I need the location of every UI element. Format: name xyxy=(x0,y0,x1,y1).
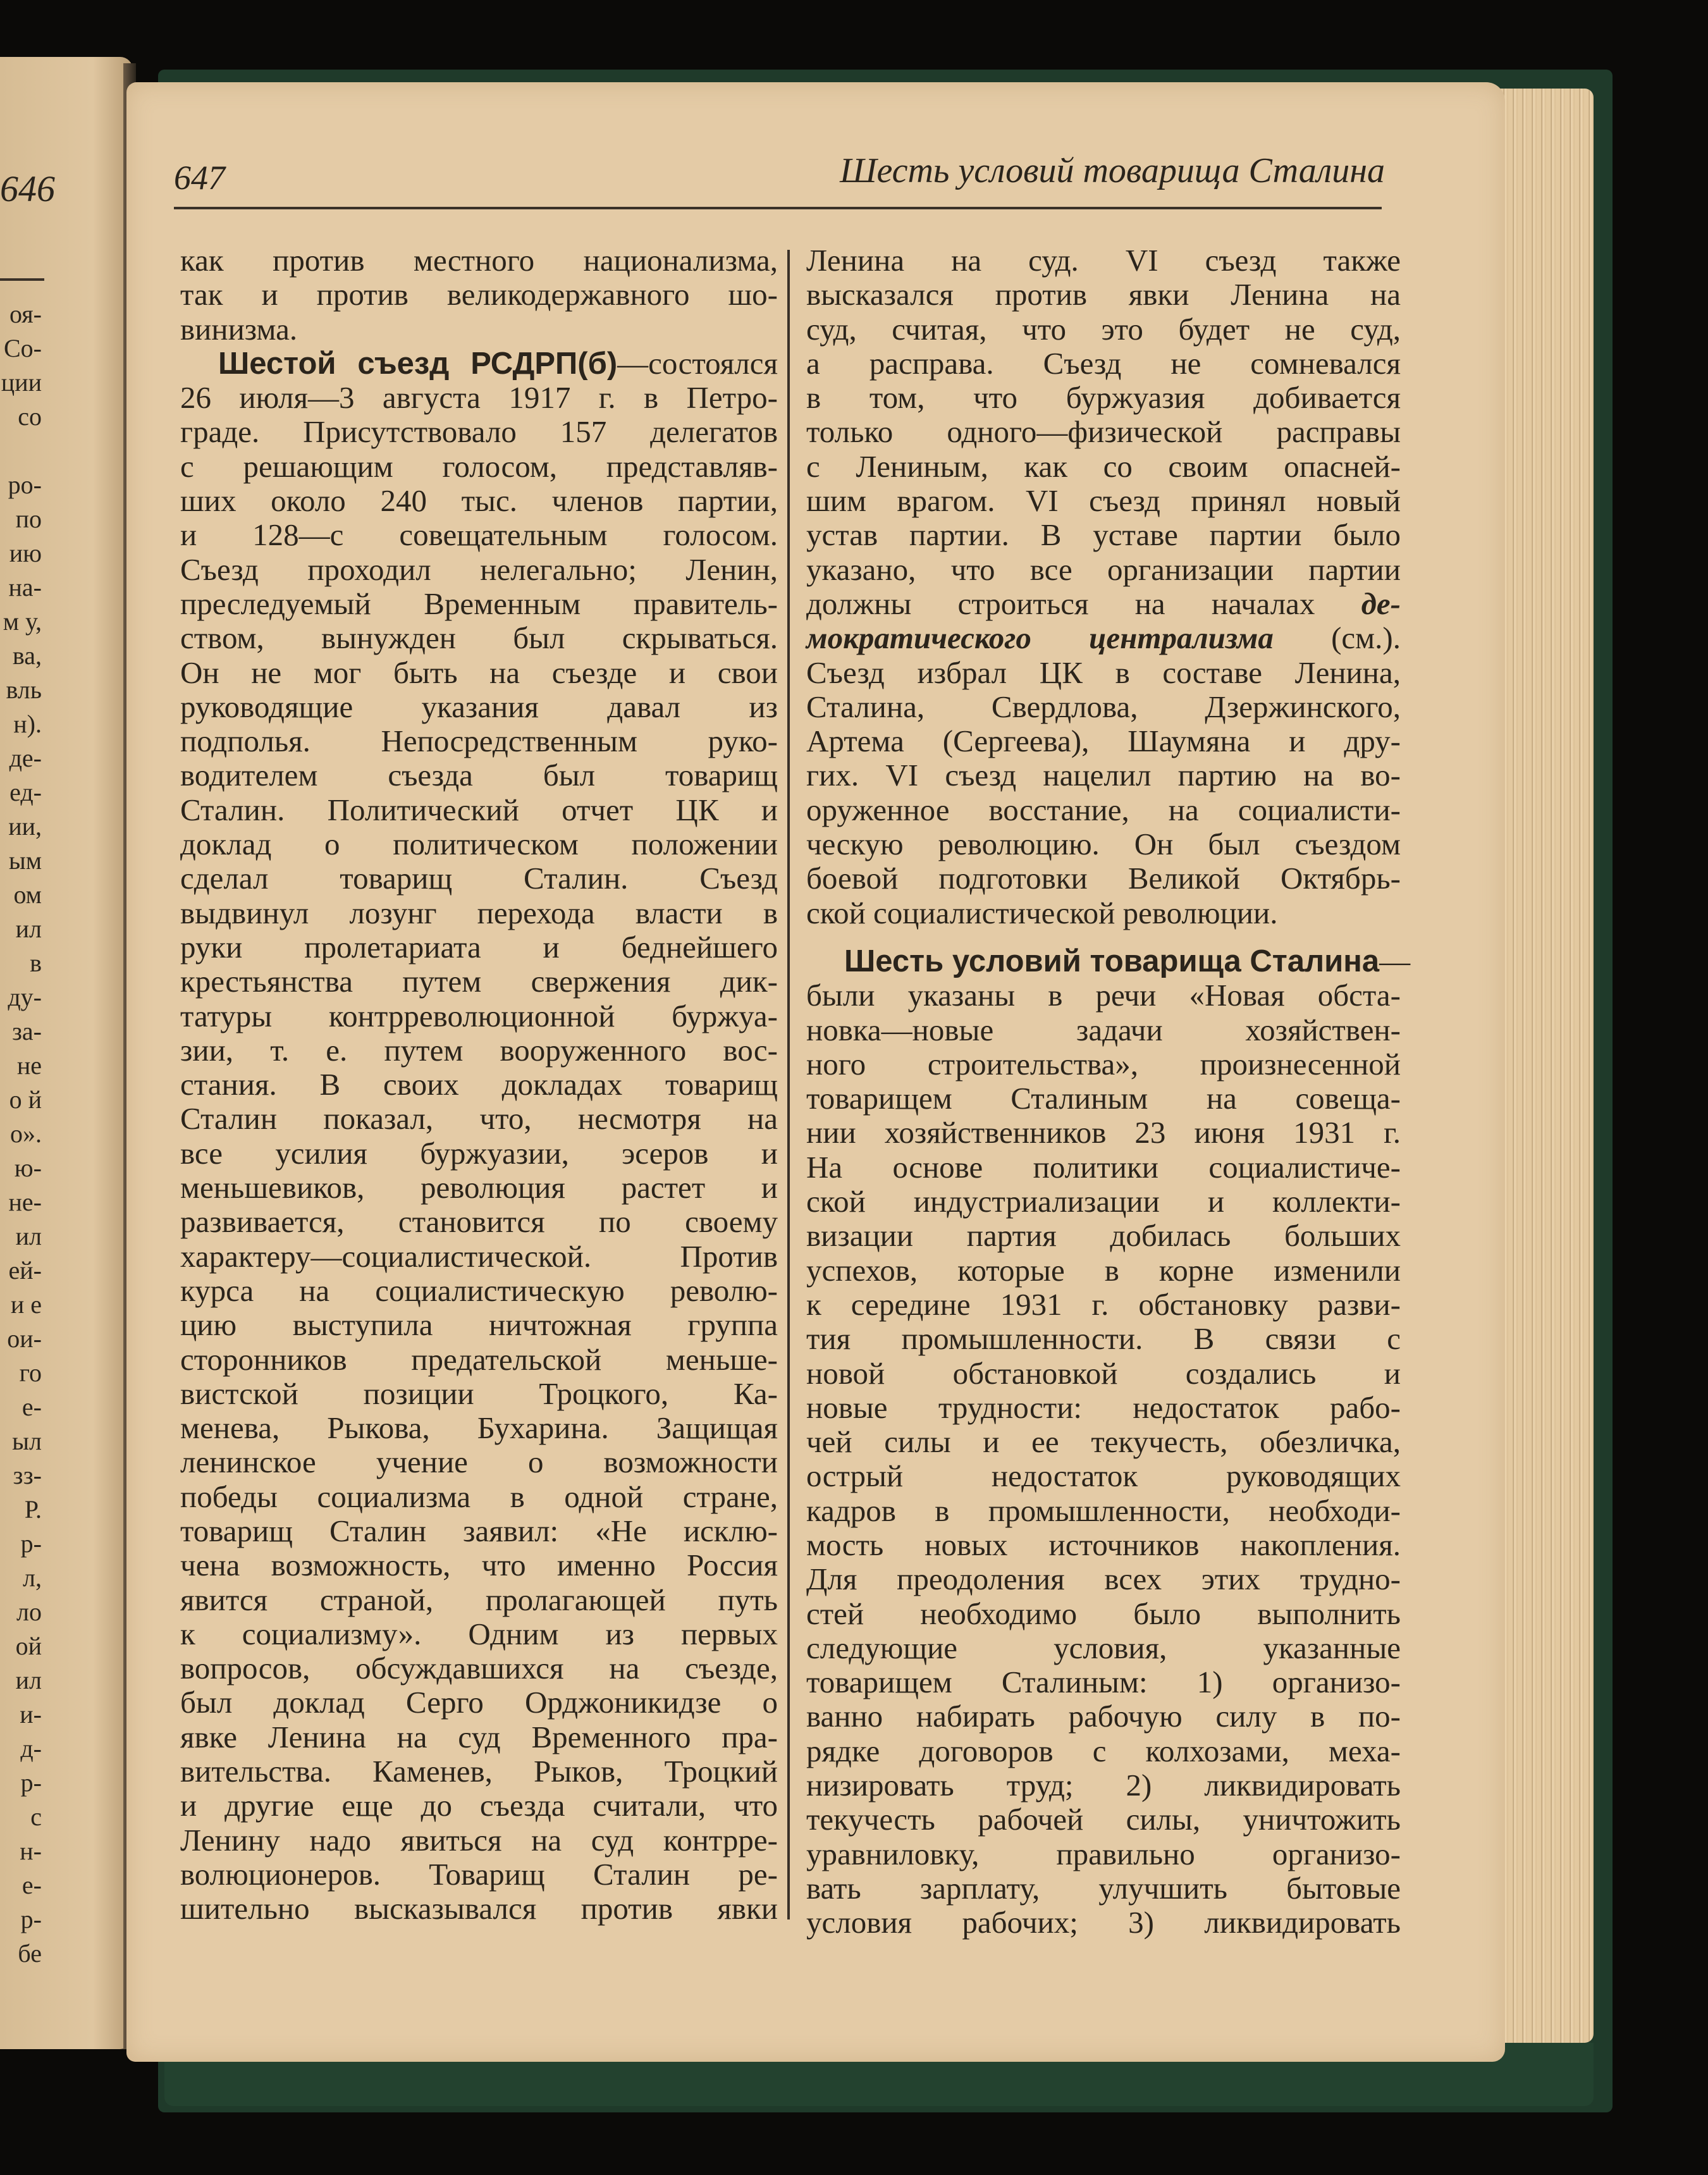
text-line xyxy=(806,1837,1401,1871)
text-line xyxy=(806,484,1401,518)
text-line xyxy=(180,1274,778,1308)
text-line xyxy=(180,1445,778,1479)
line-text: к социализму». Одним из первых xyxy=(180,1616,778,1651)
line-text: ванно набирать рабочую силу в по- xyxy=(806,1699,1401,1734)
text-line xyxy=(180,1480,778,1514)
text-line xyxy=(180,243,778,278)
emphasis-term: мократического централизма xyxy=(806,620,1274,656)
previous-page-fragment: го xyxy=(19,1359,42,1387)
text-line xyxy=(180,1617,778,1651)
line-text: с Лениным, как со своим опасней- xyxy=(806,448,1401,484)
text-line xyxy=(180,964,778,999)
line-text: Сталина, Свердлова, Дзержинского, xyxy=(806,689,1401,724)
line-text: был доклад Серго Орджоникидзе о xyxy=(180,1685,778,1720)
text-line xyxy=(806,1254,1401,1288)
line-text: развивается, становится по своему xyxy=(180,1204,778,1240)
line-text: преследуемый Временным правитель- xyxy=(180,586,778,621)
previous-page-fragment: л, xyxy=(23,1563,42,1592)
previous-page-fragment: ию xyxy=(9,539,42,567)
previous-page-fragment: оя- xyxy=(9,300,42,328)
previous-page-fragment: не xyxy=(16,1051,42,1080)
previous-page-fragment: Р. xyxy=(24,1495,42,1524)
text-line xyxy=(806,978,1401,1013)
previous-page-fragment: Со- xyxy=(4,334,42,362)
line-text: устав партии. В уставе партии было xyxy=(806,517,1401,553)
line-text: руки пролетариата и беднейшего xyxy=(180,929,778,964)
line-text: следующие условия, указанные xyxy=(806,1630,1401,1665)
line-text: новой обстановкой создались и xyxy=(806,1355,1401,1391)
line-text: успехов, которые в корне изменили xyxy=(806,1252,1401,1288)
text-line xyxy=(180,1033,778,1068)
text-line xyxy=(806,1322,1401,1356)
text-line xyxy=(806,1665,1401,1699)
line-text: кадров в промышленности, необходи- xyxy=(806,1493,1401,1528)
line-text: характеру—социалистической. Против xyxy=(180,1238,778,1274)
line-text: руководящие указания давал из xyxy=(180,689,778,724)
text-column-right xyxy=(806,243,1411,1940)
page-number: 647 xyxy=(174,159,225,197)
line-text: волюционеров. Товарищ Сталин ре- xyxy=(180,1856,778,1892)
line-text: подполья. Непосредственным руко- xyxy=(180,724,778,759)
line-text: ного строительства», произнесенной xyxy=(806,1046,1401,1081)
previous-page-fragment: ил xyxy=(15,1222,42,1250)
line-text: условия рабочих; 3) ликвидировать xyxy=(806,1905,1401,1940)
text-line xyxy=(180,861,778,896)
previous-page-fragment: ду- xyxy=(8,983,42,1011)
line-text: явке Ленина на суд Временного пра- xyxy=(180,1719,778,1754)
previous-page-fragment: вль xyxy=(6,675,42,704)
text-line xyxy=(180,793,778,827)
line-text: 26 июля—3 августа 1917 г. в Петро- xyxy=(180,380,778,416)
line-text: текучесть рабочей силы, уничтожить xyxy=(806,1802,1401,1837)
line-text: Ленина на суд. VI съезд также xyxy=(806,243,1401,278)
line-text: низировать труд; 2) ликвидировать xyxy=(806,1768,1401,1803)
text-line xyxy=(806,553,1401,587)
text-line xyxy=(806,1459,1401,1493)
text-line xyxy=(180,1685,778,1720)
line-text: доклад о политическом положении xyxy=(180,827,778,862)
text-line xyxy=(806,621,1401,655)
text-line xyxy=(806,1391,1401,1425)
text-line xyxy=(180,758,778,792)
text-line xyxy=(806,1185,1401,1219)
text-line xyxy=(806,861,1401,896)
text-line xyxy=(180,690,778,724)
entry-term: Шесть условий товарища Сталина xyxy=(844,944,1380,978)
previous-page-text-fragments xyxy=(0,297,42,1971)
text-line xyxy=(806,1871,1401,1906)
text-line xyxy=(180,621,778,655)
line-text: уравниловку, правильно организо- xyxy=(806,1836,1401,1871)
text-line xyxy=(180,1514,778,1548)
line-text: и 128—с совещательным голосом. xyxy=(180,517,778,553)
previous-page-fragment: р- xyxy=(20,1768,42,1797)
line-text: так и против великодержавного шо- xyxy=(180,277,778,312)
previous-page-fragment: ым xyxy=(8,846,42,875)
line-text: визации партия добилась больших xyxy=(806,1218,1401,1254)
line-text: Сталин показал, что, несмотря на xyxy=(180,1101,778,1137)
previous-page-fragment: зз- xyxy=(13,1461,42,1489)
line-text: явится страной, пролагающей путь xyxy=(180,1582,778,1617)
text-line xyxy=(180,518,778,552)
line-text: а расправа. Съезд не сомневался xyxy=(806,345,1401,381)
line-text: суд, считая, что это будет не суд, xyxy=(806,311,1401,347)
line-text: Для преодоления всех этих трудно- xyxy=(806,1562,1401,1597)
text-line xyxy=(180,1240,778,1274)
text-line xyxy=(180,312,778,347)
line-text: стей необходимо было выполнить xyxy=(806,1596,1401,1631)
text-line xyxy=(180,484,778,518)
text-line xyxy=(806,518,1401,552)
text-line xyxy=(180,1308,778,1342)
previous-page-fragment: и- xyxy=(20,1700,42,1728)
line-text: указано, что все организации партии xyxy=(806,551,1401,587)
text-line xyxy=(180,1720,778,1754)
line-text: ческую революцию. Он был съездом xyxy=(806,827,1401,862)
text-line xyxy=(180,1548,778,1582)
text-line xyxy=(180,1892,778,1926)
emphasis-term: де- xyxy=(1361,586,1401,621)
text-line xyxy=(180,656,778,690)
previous-page-fragment: о й xyxy=(9,1085,42,1114)
line-text: победы социализма в одной стране, xyxy=(180,1479,778,1514)
line-text: вительства. Каменев, Рыков, Троцкий xyxy=(180,1754,778,1789)
previous-page-fragment: ло xyxy=(16,1598,42,1626)
line-text: сторонников предательской меньше- xyxy=(180,1341,778,1377)
previous-page-fragment: н). xyxy=(13,710,42,738)
line-text: водителем съезда был товарищ xyxy=(180,758,778,793)
text-line xyxy=(180,1343,778,1377)
text-line xyxy=(806,587,1401,621)
previous-page-fragment: м у, xyxy=(3,607,42,636)
text-line xyxy=(806,278,1401,312)
text-line xyxy=(806,1081,1401,1116)
line-text: Артема (Сергеева), Шаумяна и дру- xyxy=(806,724,1401,759)
previous-page-fragment: ва, xyxy=(12,641,42,670)
previous-page-fragment: ед- xyxy=(9,778,42,806)
line-text: татуры контрреволюционной буржуа- xyxy=(180,998,778,1033)
line-text: зии, т. е. путем вооруженного вос- xyxy=(180,1032,778,1068)
line-text: граде. Присутствовало 157 делегатов xyxy=(180,414,778,450)
text-line xyxy=(806,690,1401,724)
previous-page-fragment: ю- xyxy=(14,1154,42,1182)
previous-page-fragment: на- xyxy=(8,573,42,601)
text-line xyxy=(806,943,1411,978)
previous-page-fragment: ции xyxy=(1,368,42,397)
text-line xyxy=(180,587,778,621)
running-head: Шесть условий товарища Сталина xyxy=(840,151,1385,190)
line-text: вать зарплату, улучшить бытовые xyxy=(806,1870,1401,1906)
previous-page-fragment: о». xyxy=(10,1119,42,1148)
previous-page-fragment: е- xyxy=(22,1871,42,1899)
text-line xyxy=(180,827,778,861)
text-line xyxy=(806,1699,1401,1734)
text-line xyxy=(806,1906,1401,1940)
text-line xyxy=(806,1768,1401,1802)
text-line xyxy=(806,381,1401,415)
text-line xyxy=(806,827,1401,861)
line-text: чена возможность, что именно Россия xyxy=(180,1548,778,1583)
text-line xyxy=(806,1219,1401,1253)
text-line xyxy=(180,1858,778,1892)
text-line xyxy=(180,930,778,964)
line-text: —состоялся xyxy=(617,345,778,381)
previous-page-fragment: ыл xyxy=(12,1427,42,1455)
text-line xyxy=(806,656,1401,690)
text-line xyxy=(180,347,778,381)
previous-page-fragment: в xyxy=(30,949,42,977)
header-rule xyxy=(174,207,1382,209)
previous-page-fragment: е- xyxy=(22,1393,42,1421)
line-text: товарищем Сталиным на совеща- xyxy=(806,1081,1401,1116)
text-line xyxy=(806,450,1401,484)
line-text: высказался против явки Ленина на xyxy=(806,277,1401,312)
line-text: вопросов, обсуждавшихся на съезде, xyxy=(180,1651,778,1686)
line-text: шим врагом. VI съезд принял новый xyxy=(806,483,1401,519)
line-text: с решающим голосом, представляв- xyxy=(180,448,778,484)
text-line xyxy=(806,1150,1401,1185)
text-line xyxy=(806,1013,1401,1047)
text-line xyxy=(806,415,1401,449)
line-text: товарищем Сталиным: 1) организо- xyxy=(806,1665,1401,1700)
previous-page-fragment: со xyxy=(18,402,42,431)
text-line xyxy=(180,1171,778,1205)
previous-page-fragment: ил xyxy=(15,915,42,943)
line-text: острый недостаток руководящих xyxy=(806,1458,1401,1494)
line-text: Ленину надо явиться на суд контрре- xyxy=(180,1822,778,1858)
line-text: Съезд проходил нелегально; Ленин, xyxy=(180,551,778,587)
text-line xyxy=(806,758,1401,792)
line-text: выдвинул лозунг перехода власти в xyxy=(180,895,778,930)
line-text: стания. В своих докладах товарищ xyxy=(180,1067,778,1102)
previous-page-fragment: с xyxy=(30,1802,42,1831)
previous-page-fragment: ии, xyxy=(8,812,42,841)
text-line xyxy=(180,896,778,930)
line-text: рядке договоров с колхозами, меха- xyxy=(806,1733,1401,1768)
previous-page-fragment: ом xyxy=(13,880,42,909)
line-text: товарищ Сталин заявил: «Не исклю- xyxy=(180,1513,778,1548)
text-line xyxy=(180,1411,778,1445)
line-text: были указаны в речи «Новая обста- xyxy=(806,978,1401,1013)
line-text: как против местного национализма, xyxy=(180,243,778,278)
text-line xyxy=(180,1583,778,1617)
text-line xyxy=(806,1116,1401,1150)
line-text: должны строиться на началах xyxy=(806,586,1361,621)
text-line xyxy=(806,312,1401,347)
text-line xyxy=(806,1357,1401,1391)
line-text: оруженное восстание, на социалисти- xyxy=(806,792,1401,827)
line-text: боевой подготовки Великой Октябрь- xyxy=(806,861,1401,896)
previous-page-fragment: н- xyxy=(20,1837,42,1865)
line-text: Съезд избрал ЦК в составе Ленина, xyxy=(806,655,1401,690)
text-line xyxy=(180,278,778,312)
entry-term: Шестой съезд РСДРП(б) xyxy=(218,346,618,381)
line-text: ших около 240 тыс. членов партии, xyxy=(180,483,778,519)
line-text: вистской позиции Троцкого, Ка- xyxy=(180,1376,778,1411)
line-text: мость новых источников накопления. xyxy=(806,1527,1401,1562)
text-line xyxy=(180,415,778,449)
text-line xyxy=(180,1823,778,1858)
previous-page-fragment: ро- xyxy=(8,471,42,499)
text-line xyxy=(180,1205,778,1239)
line-text: Сталин. Политический отчет ЦК и xyxy=(180,792,778,827)
line-text: крестьянства путем свержения дик- xyxy=(180,964,778,999)
paragraph-gap xyxy=(806,930,1401,944)
line-text: ской индустриализации и коллекти- xyxy=(806,1184,1401,1219)
text-line xyxy=(806,243,1401,278)
previous-page-fragment: не- xyxy=(8,1188,42,1216)
line-text: ской социалистической революции. xyxy=(806,895,1278,930)
text-line xyxy=(180,381,778,415)
text-line xyxy=(806,1802,1401,1837)
line-text: сделал товарищ Сталин. Съезд xyxy=(180,861,778,896)
previous-page-sliver xyxy=(0,57,133,2049)
line-text: шительно высказывался против явки xyxy=(180,1891,778,1926)
line-text: ленинское учение о возможности xyxy=(180,1445,778,1480)
text-line xyxy=(180,1789,778,1823)
previous-page-fragment: бе xyxy=(18,1939,42,1968)
line-text: новые трудности: недостаток рабо- xyxy=(806,1389,1401,1425)
text-line xyxy=(806,724,1401,758)
text-line xyxy=(806,1288,1401,1322)
line-text: Он не мог быть на съезде и свои xyxy=(180,655,778,690)
text-line xyxy=(806,1631,1401,1665)
text-line xyxy=(180,999,778,1033)
text-line xyxy=(806,1562,1401,1596)
line-text: меньшевиков, революция растет и xyxy=(180,1170,778,1205)
text-line xyxy=(180,1137,778,1171)
line-text: ством, вынужден был скрываться. xyxy=(180,620,778,656)
previous-page-fragment: ей- xyxy=(8,1256,42,1285)
line-text: новка—новые задачи хозяйствен- xyxy=(806,1012,1401,1047)
text-line xyxy=(180,1377,778,1411)
text-line xyxy=(806,1597,1401,1631)
line-text: чей силы и ее текучесть, обезличка, xyxy=(806,1424,1401,1460)
line-text: — xyxy=(1379,943,1411,978)
page-block-edges xyxy=(1499,89,1594,2043)
previous-page-fragment: д- xyxy=(20,1734,42,1763)
previous-page-fragment: по xyxy=(15,505,42,533)
line-text: все усилия буржуазии, эсеров и xyxy=(180,1135,778,1171)
text-line xyxy=(180,553,778,587)
previous-page-fragment: р- xyxy=(20,1529,42,1558)
text-line xyxy=(180,1102,778,1136)
line-text: курса на социалистическую револю- xyxy=(180,1272,778,1308)
line-text: к середине 1931 г. обстановку разви- xyxy=(806,1286,1401,1322)
line-text: (см.). xyxy=(1273,620,1401,656)
previous-page-fragment: ил xyxy=(15,1666,42,1694)
line-text: цию выступила ничтожная группа xyxy=(180,1307,778,1343)
previous-page-fragment: за- xyxy=(12,1017,42,1045)
text-line xyxy=(806,1734,1401,1768)
previous-page-fragment: де- xyxy=(9,744,42,772)
text-line xyxy=(806,347,1401,381)
column-divider xyxy=(787,250,790,1919)
text-line xyxy=(180,1651,778,1685)
text-line xyxy=(806,1528,1401,1562)
text-column-left xyxy=(180,243,778,1926)
text-line xyxy=(180,450,778,484)
previous-page-fragment: ои- xyxy=(7,1324,42,1353)
line-text: гих. VI съезд нацелил партию на во- xyxy=(806,758,1401,793)
previous-page-fragment xyxy=(0,434,42,468)
line-text: винизма. xyxy=(180,311,298,347)
previous-page-number: 646 xyxy=(0,168,55,209)
text-line xyxy=(806,1494,1401,1528)
line-text: На основе политики социалистиче- xyxy=(806,1149,1401,1185)
text-line xyxy=(180,1754,778,1789)
previous-page-fragment: ой xyxy=(15,1632,42,1660)
line-text: нии хозяйственников 23 июня 1931 г. xyxy=(806,1115,1401,1150)
line-text: в том, что буржуазия добивается xyxy=(806,380,1401,416)
text-line xyxy=(806,896,1401,930)
text-line xyxy=(806,1047,1401,1081)
line-text: тия промышленности. В связи с xyxy=(806,1321,1401,1357)
line-text: менева, Рыкова, Бухарина. Защищая xyxy=(180,1410,778,1446)
previous-page-head-rule xyxy=(0,278,44,281)
text-line xyxy=(180,724,778,758)
previous-page-fragment: и е xyxy=(10,1290,42,1319)
text-line xyxy=(806,793,1401,827)
line-text: и другие еще до съезда считали, что xyxy=(180,1788,778,1823)
previous-page-fragment: р- xyxy=(20,1905,42,1933)
line-text: только одного—физической расправы xyxy=(806,414,1401,450)
text-line xyxy=(180,1068,778,1102)
text-line xyxy=(806,1425,1401,1459)
